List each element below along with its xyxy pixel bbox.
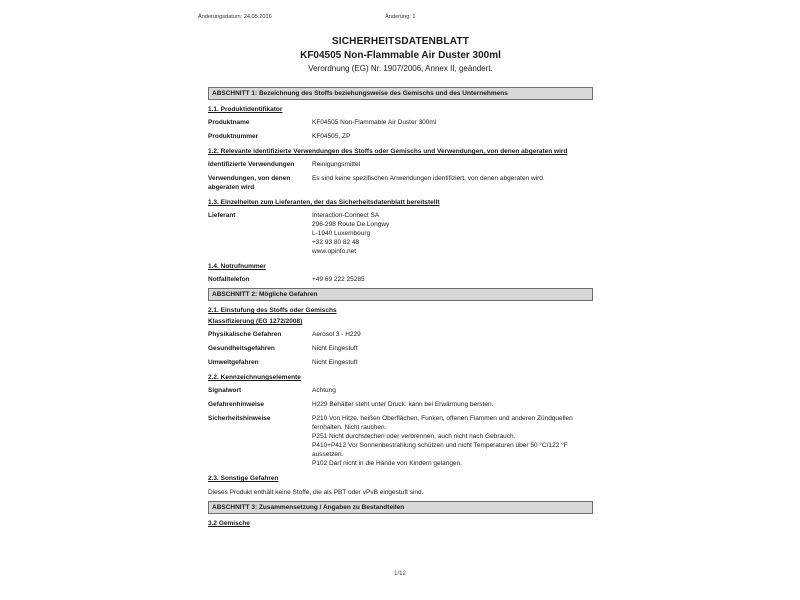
section-2-header-bar: ABSCHNITT 2: Mögliche Gefahren xyxy=(208,288,593,301)
field-label: Notfalltelefon xyxy=(208,276,250,283)
field-value: H229 Behälter steht unter Druck: kann bei Erwärmung bersten. xyxy=(312,401,494,408)
precaution-p410-p412: P410+P412 Vor Sonnenbestrahlung schützen und nicht Temperaturen über 50 °C/122 °F aussetzen. xyxy=(312,442,568,458)
field-label: Gesundheitsgefahren xyxy=(208,345,275,352)
field-label: Produktnummer xyxy=(208,133,259,140)
field-label: Gefahrenhinweise xyxy=(208,401,264,408)
field-value: KF04505 Non-Flammable Air Duster 300ml xyxy=(312,119,437,126)
heading-3-2: 3.2 Gemische xyxy=(208,520,250,527)
section-1-header-bar: ABSCHNITT 1: Bezeichnung des Stoffs beziehungsweise des Gemischs und des Unternehmens xyxy=(208,87,593,100)
precaution-p251: P251 Nicht durchstechen oder verbrennen, auch nicht nach Gebrauch. xyxy=(312,433,516,440)
field-value: Nicht Eingestuft xyxy=(312,345,358,352)
heading-1-2: 1.2. Relevante identifizierte Verwendungen des Stoffs oder Gemischs und Verwendungen, von denen abgeraten wird xyxy=(208,148,568,155)
field-label: Sicherheitshinweise xyxy=(208,415,271,422)
field-value: Nicht Eingestuft xyxy=(312,359,358,366)
field-value: Aerosol 3 - H229 xyxy=(312,331,361,338)
field-value: Achtung xyxy=(312,387,336,394)
field-label: Umweltgefahren xyxy=(208,359,259,366)
section-3-header-bar: ABSCHNITT 3: Zusammensetzung / Angaben zu Bestandteilen xyxy=(208,501,593,514)
heading-klassifizierung: Klassifizierung (EG 1272/2008) xyxy=(208,318,303,325)
document-title: SICHERHEITSDATENBLATT xyxy=(331,36,470,47)
heading-1-1: 1.1. Produktidentifikator xyxy=(208,106,283,113)
heading-2-1: 2.1. Einstufung des Stoffs oder Gemischs xyxy=(208,307,337,314)
field-label: Signalwort xyxy=(208,387,242,394)
row-gefahrenhinweise xyxy=(208,400,593,409)
field-label: Verwendungen, von denen abgeraten wird xyxy=(208,175,291,191)
row-identifizierte-verwendungen xyxy=(208,160,593,169)
precaution-p102: P102 Darf nicht in die Hände von Kindern gelangen. xyxy=(312,460,462,467)
page-meta-row xyxy=(198,13,593,21)
row-produktnummer xyxy=(208,132,593,141)
field-value: KF04505, ZP xyxy=(312,133,351,140)
field-label: Produktname xyxy=(208,119,250,126)
precaution-statements xyxy=(312,414,593,468)
page-number: 1/12 xyxy=(394,571,406,577)
field-label: Identifizierte Verwendungen xyxy=(208,161,295,168)
row-produktname xyxy=(208,118,593,127)
title-block xyxy=(208,36,593,74)
precaution-p210: P210 Von Hitze, heißen Oberflächen, Funken, offenen Flammen und anderen Zündquellen fernhalten. Nicht rauchen. xyxy=(312,415,573,431)
supplier-phone: +32 93 80 82 48 xyxy=(312,239,360,246)
regulation-subtitle: Verordnung (EG) Nr. 1907/2006, Annex II, geändert. xyxy=(308,64,493,73)
row-notfalltelefon xyxy=(208,275,593,284)
field-label: Physikalische Gefahren xyxy=(208,331,282,338)
row-verwendungen-abgeraten xyxy=(208,174,593,192)
row-lieferant xyxy=(208,211,593,256)
heading-2-3: 2.3. Sonstige Gefahren xyxy=(208,475,279,482)
field-value: Reinigungsmittel xyxy=(312,161,361,168)
field-value: Es sind keine spezifischen Anwendungen identifiziert, von denen abgeraten wird. xyxy=(312,175,545,182)
supplier-street: 296-298 Route De Longwy xyxy=(312,221,390,228)
supplier-name: Interaction-Connect SA xyxy=(312,212,380,219)
supplier-address-block xyxy=(312,211,593,256)
row-umweltgefahren xyxy=(208,358,593,367)
heading-2-2: 2.2. Kennzeichnungselemente xyxy=(208,374,301,381)
heading-1-3: 1.3. Einzelheiten zum Lieferanten, der das Sicherheitsdatenblatt bereitstellt xyxy=(208,199,440,206)
supplier-website: www.opinfo.net xyxy=(312,248,357,255)
row-gesundheitsgefahren xyxy=(208,344,593,353)
row-physikalische-gefahren xyxy=(208,330,593,339)
revision-date: Änderungsdatum: 24.05.2016 xyxy=(198,14,272,20)
field-value: +49 69 222 25285 xyxy=(312,276,365,283)
row-sicherheitshinweise xyxy=(208,414,593,468)
heading-1-4: 1.4. Notrufnummer xyxy=(208,263,266,270)
supplier-city: L-1940 Luxembourg xyxy=(312,230,371,237)
revision-number: Änderung: 1 xyxy=(385,14,416,20)
field-label: Lieferant xyxy=(208,212,236,219)
product-title: KF04505 Non-Flammable Air Duster 300ml xyxy=(300,50,501,61)
document-content xyxy=(198,0,593,528)
row-signalwort xyxy=(208,386,593,395)
pbt-statement: Dieses Produkt enthält keine Stoffe, die als PBT oder vPvB eingestuft sind. xyxy=(208,489,424,496)
